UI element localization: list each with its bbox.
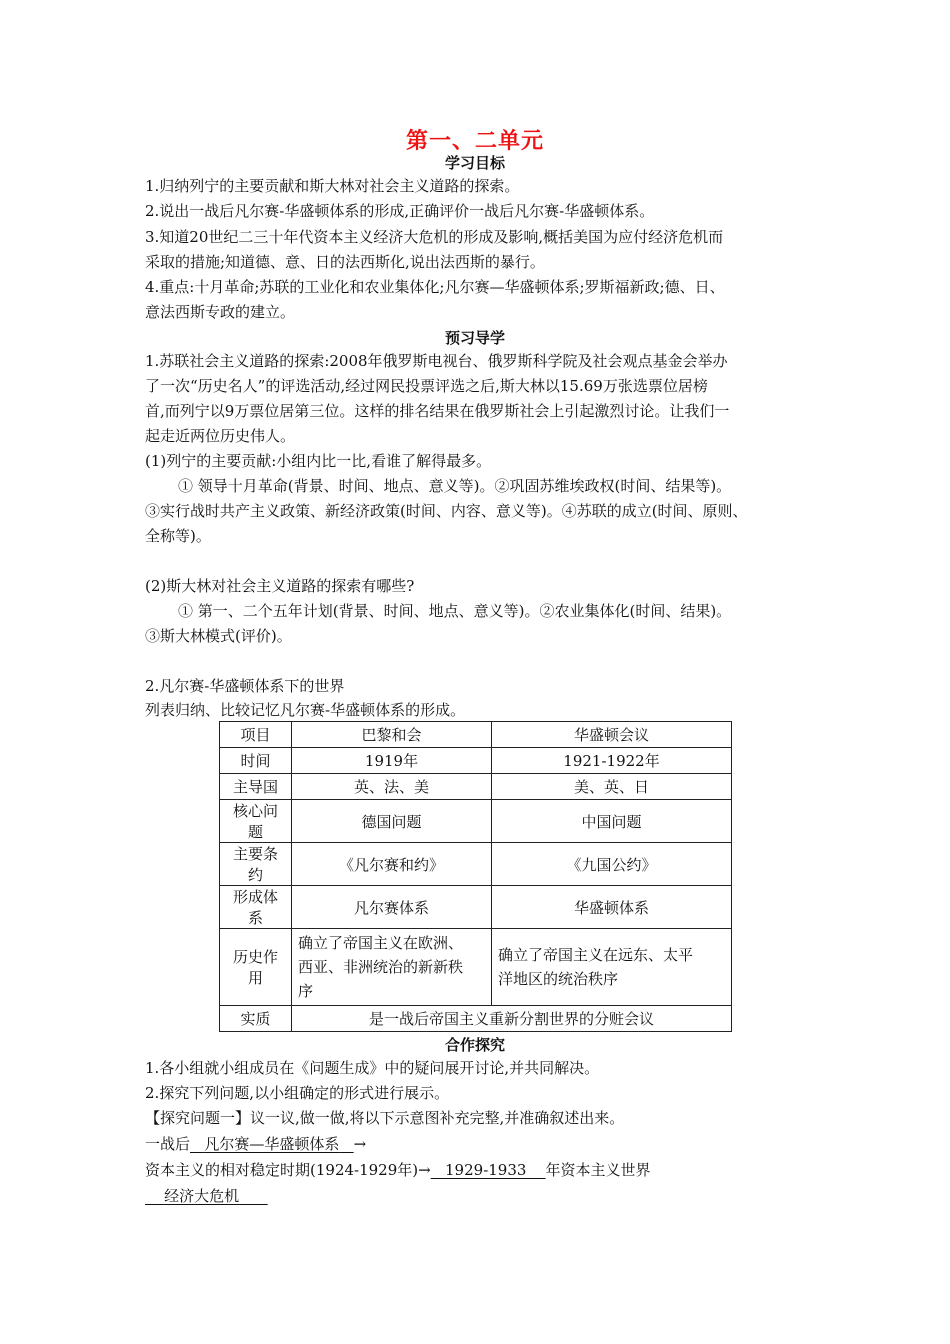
table-cell: 凡尔赛体系: [292, 886, 492, 929]
coop-diagram-line-3: [145, 1186, 268, 1206]
table-header-row: [220, 722, 732, 748]
goal-line: 1.归纳列宁的主要贡献和斯大林对社会主义道路的探索。: [145, 177, 520, 195]
cell-line: 洋地区的统治秩序: [498, 970, 619, 988]
table-cell: 《九国公约》: [492, 843, 732, 886]
coop-line: 【探究问题一】议一议,做一做,将以下示意图补充完整,并准确叙述出来。: [145, 1109, 625, 1127]
preview-line: (1)列宁的主要贡献:小组内比一比,看谁了解得最多。: [145, 452, 492, 470]
table-cell-paris-effect: [292, 929, 492, 1006]
coop-diagram-line-2: [145, 1160, 651, 1180]
preview-line: 全称等)。: [145, 527, 211, 545]
table-cell: 历史作用: [220, 929, 292, 1006]
section-heading-goals: 学习目标: [444, 154, 505, 172]
table-cell: 主导国: [220, 774, 292, 800]
fill-blank-answer: [190, 1135, 354, 1153]
preview-line: 起走近两位历史伟人。: [145, 427, 296, 445]
cell-line: 确立了帝国主义在远东、太平: [498, 946, 694, 964]
table-row-effect: [220, 929, 732, 1006]
table-row-essence: [220, 1006, 732, 1032]
preview-line: ③斯大林模式(评价)。: [145, 627, 292, 645]
table-cell: 主要条约: [220, 843, 292, 886]
preview-line: 首,而列宁以9万票位居第三位。这样的排名结果在俄罗斯社会上引起激烈讨论。让我们一: [145, 402, 730, 420]
goal-line: 3.知道20世纪二三十年代资本主义经济大危机的形成及影响,概括美国为应付经济危机而: [145, 228, 724, 246]
table-row: [220, 748, 732, 774]
preview-line: ① 领导十月革命(背景、时间、地点、意义等)。②巩固苏维埃政权(时间、结果等)。: [178, 477, 732, 495]
cell-line: 序: [298, 982, 314, 1000]
table-cell: 德国问题: [292, 800, 492, 843]
section-heading-coop: 合作探究: [444, 1036, 505, 1054]
preview-line: ③实行战时共产主义政策、新经济政策(时间、内容、意义等)。④苏联的成立(时间、原则、: [145, 502, 748, 520]
preview-line: 1.苏联社会主义道路的探索:2008年俄罗斯电视台、俄罗斯科学院及社会观点基金会举办: [145, 352, 728, 370]
preview-line: 了一次“历史名人”的评选活动,经过网民投票评选之后,斯大林以15.69万张选票位居榜: [145, 377, 708, 395]
table-header-cell: 项目: [220, 722, 292, 748]
comparison-table: [219, 721, 732, 1032]
table-header-cell: 巴黎和会: [292, 722, 492, 748]
coop-diagram-line-1: [145, 1134, 366, 1154]
table-cell: 时间: [220, 748, 292, 774]
table-cell: 形成体系: [220, 886, 292, 929]
fill-blank-answer: [145, 1187, 268, 1205]
table-cell: 1921-1922年: [492, 748, 732, 774]
blank-text: 凡尔赛—华盛顿体系: [204, 1135, 340, 1153]
cell-line: 确立了帝国主义在欧洲、: [298, 934, 464, 952]
goal-line: 4.重点:十月革命;苏联的工业化和农业集体化;凡尔赛—华盛顿体系;罗斯福新政;德、日、: [145, 278, 725, 296]
fill-blank-answer: [431, 1161, 546, 1179]
preview-line: 2.凡尔赛-华盛顿体系下的世界: [145, 677, 345, 695]
preview-line: ① 第一、二个五年计划(背景、时间、地点、意义等)。②农业集体化(时间、结果)。: [178, 602, 732, 620]
coop-line: 1.各小组就小组成员在《问题生成》中的疑问展开讨论,并共同解决。: [145, 1059, 600, 1077]
table-header-cell: 华盛顿会议: [492, 722, 732, 748]
diagram-text: 年资本主义世界: [545, 1161, 651, 1179]
section-heading-preview: 预习导学: [444, 329, 505, 347]
diagram-text: 资本主义的相对稳定时期(1924-1929年): [145, 1161, 419, 1179]
preview-line: 列表归纳、比较记忆凡尔赛-华盛顿体系的形成。: [145, 701, 466, 719]
table-cell: 核心问题: [220, 800, 292, 843]
page-title: 第一、二单元: [405, 129, 544, 154]
table-cell: 《凡尔赛和约》: [292, 843, 492, 886]
blank-text: 1929-1933: [445, 1161, 527, 1179]
table-row: [220, 800, 732, 843]
goal-line: 2.说出一战后凡尔赛-华盛顿体系的形成,正确评价一战后凡尔赛-华盛顿体系。: [145, 202, 655, 220]
table-cell: 美、英、日: [492, 774, 732, 800]
diagram-text: 一战后: [145, 1135, 191, 1153]
coop-line: 2.探究下列问题,以小组确定的形式进行展示。: [145, 1084, 450, 1102]
cell-line: 西亚、非洲统治的新新秩: [298, 958, 464, 976]
blank-text: 经济大危机: [164, 1187, 240, 1205]
table-cell: 1919年: [292, 748, 492, 774]
goal-line: 意法西斯专政的建立。: [145, 303, 296, 321]
table-row: [220, 843, 732, 886]
table-cell: 英、法、美: [292, 774, 492, 800]
arrow-icon: →: [353, 1135, 367, 1153]
arrow-icon: →: [418, 1161, 431, 1179]
table-row: [220, 886, 732, 929]
table-cell: 华盛顿体系: [492, 886, 732, 929]
preview-line: (2)斯大林对社会主义道路的探索有哪些?: [145, 577, 415, 595]
table-cell: 中国问题: [492, 800, 732, 843]
table-cell: 实质: [220, 1006, 292, 1032]
table-cell-washington-effect: [492, 929, 732, 1006]
table-row: [220, 774, 732, 800]
goal-line: 采取的措施;知道德、意、日的法西斯化,说出法西斯的暴行。: [145, 253, 545, 271]
table-cell-merged: 是一战后帝国主义重新分割世界的分赃会议: [292, 1006, 732, 1032]
